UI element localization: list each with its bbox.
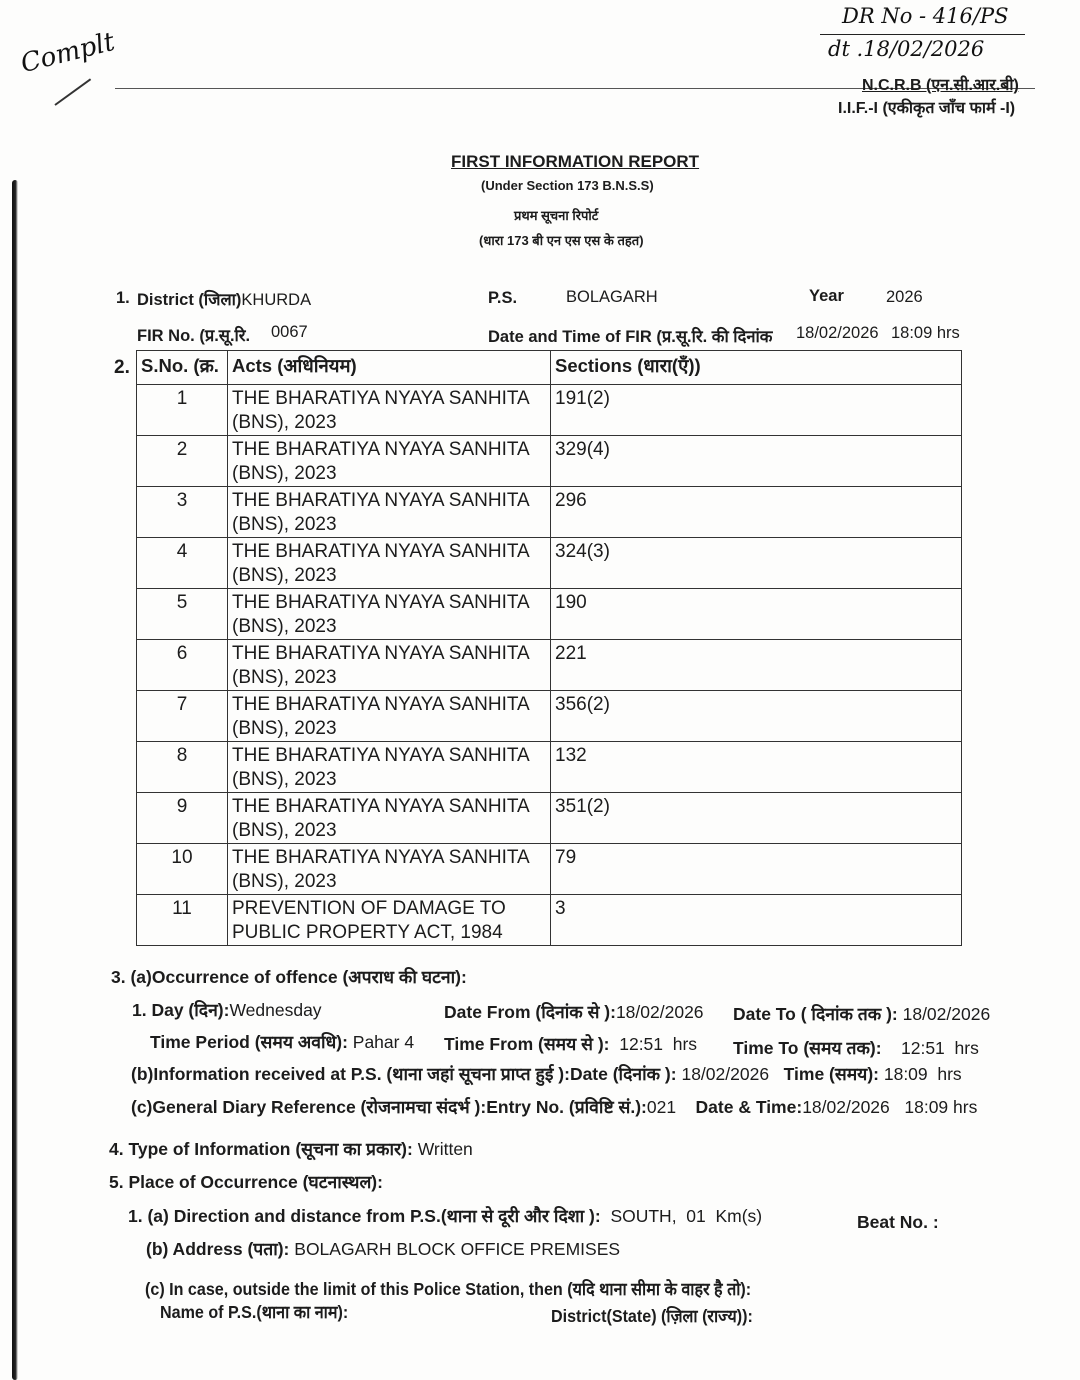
info-received-label: (b)Information received at P.S. (थाना जहां सूचना प्राप्त हुई ): bbox=[131, 1064, 570, 1084]
day-label: 1. Day (दिन): bbox=[132, 1000, 230, 1020]
act-line-1: THE BHARATIYA NYAYA SANHITA bbox=[232, 541, 530, 562]
dr-divider bbox=[820, 34, 1025, 35]
table-row bbox=[137, 640, 962, 691]
time-to-field bbox=[733, 1036, 979, 1060]
info-date-value: 18/02/2026 bbox=[681, 1064, 770, 1084]
table-row bbox=[137, 691, 962, 742]
page-title: FIRST INFORMATION REPORT bbox=[451, 152, 700, 171]
info-received-field bbox=[131, 1062, 962, 1086]
act-cell bbox=[228, 487, 551, 538]
act-cell bbox=[228, 640, 551, 691]
gd-entry-label: Entry No. (प्रविष्टि सं.): bbox=[486, 1097, 647, 1117]
section-5-heading: 5. Place of Occurrence (घटनास्थल): bbox=[109, 1172, 383, 1192]
table-header-row bbox=[137, 351, 962, 385]
year-label: Year bbox=[809, 287, 844, 305]
margin-note: Complt bbox=[17, 26, 118, 80]
gd-time-value: 18:09 hrs bbox=[904, 1097, 978, 1117]
acts-sections-table bbox=[136, 350, 962, 946]
fir-datetime-label: Date and Time of FIR (प्र.सू.रि. की दिनांक bbox=[488, 328, 773, 346]
time-to-label: Time To (समय तक): bbox=[733, 1038, 882, 1058]
sno-cell: 5 bbox=[137, 589, 228, 640]
table-row bbox=[137, 742, 962, 793]
tick-mark bbox=[54, 78, 91, 105]
address-label: (b) Address (पता): bbox=[146, 1239, 290, 1259]
dr-date: dt .18/02/2026 bbox=[828, 37, 985, 61]
gd-label: (c)General Diary Reference (रोजनामचा संदर्भ ): bbox=[131, 1097, 487, 1117]
direction-value: SOUTH, 01 Km(s) bbox=[610, 1206, 763, 1226]
act-cell bbox=[228, 436, 551, 487]
section-cell: 190 bbox=[551, 589, 962, 640]
act-cell bbox=[228, 742, 551, 793]
date-to-field bbox=[733, 1002, 990, 1026]
direction-label: 1. (a) Direction and distance from P.S.(थाना से दूरी और दिशा ): bbox=[128, 1206, 601, 1226]
act-line-1: THE BHARATIYA NYAYA SANHITA bbox=[232, 490, 530, 511]
ps-value: BOLAGARH bbox=[566, 288, 658, 306]
general-diary-field bbox=[131, 1095, 977, 1119]
date-from-value: 18/02/2026 bbox=[615, 1002, 704, 1022]
info-type-value: Written bbox=[417, 1139, 473, 1159]
act-line-2: (BNS), 2023 bbox=[232, 412, 337, 433]
act-line-2: (BNS), 2023 bbox=[232, 769, 337, 790]
sno-cell: 2 bbox=[137, 436, 228, 487]
act-cell bbox=[228, 895, 551, 946]
sno-cell: 1 bbox=[137, 385, 228, 436]
act-line-1: THE BHARATIYA NYAYA SANHITA bbox=[232, 796, 530, 817]
act-line-1: THE BHARATIYA NYAYA SANHITA bbox=[232, 388, 530, 409]
column-header-sno: S.No. (क्र. bbox=[137, 351, 228, 385]
section-cell: 132 bbox=[551, 742, 962, 793]
act-line-1: THE BHARATIYA NYAYA SANHITA bbox=[232, 847, 530, 868]
act-line-1: THE BHARATIYA NYAYA SANHITA bbox=[232, 745, 530, 766]
info-time-label: Time (समय): bbox=[783, 1064, 879, 1084]
direction-field bbox=[128, 1204, 762, 1228]
page-title-hindi: प्रथम सूचना रिपोर्ट bbox=[514, 208, 599, 223]
act-line-2: (BNS), 2023 bbox=[232, 565, 337, 586]
time-from-value: 12:51 hrs bbox=[619, 1034, 698, 1054]
act-cell bbox=[228, 691, 551, 742]
sno-cell: 8 bbox=[137, 742, 228, 793]
act-line-2: (BNS), 2023 bbox=[232, 718, 337, 739]
ncrb-label: N.C.R.B (एन.सी.आर.बी) bbox=[862, 77, 1019, 94]
table-row bbox=[137, 844, 962, 895]
sno-cell: 9 bbox=[137, 793, 228, 844]
sno-cell: 7 bbox=[137, 691, 228, 742]
section-cell: 329(4) bbox=[551, 436, 962, 487]
info-date-label: Date (दिनांक ): bbox=[569, 1064, 677, 1084]
act-line-1: THE BHARATIYA NYAYA SANHITA bbox=[232, 643, 530, 664]
section-cell: 296 bbox=[551, 487, 962, 538]
day-field bbox=[132, 998, 322, 1022]
scan-edge-shadow bbox=[12, 180, 18, 1380]
fir-no-label: FIR No. (प्र.सू.रि. bbox=[137, 327, 251, 345]
column-header-sections: Sections (धारा(एँ)) bbox=[551, 351, 962, 385]
dr-number: DR No - 416/PS bbox=[842, 4, 1009, 28]
time-period-label: Time Period (समय अवधि): bbox=[150, 1032, 348, 1052]
day-value: Wednesday bbox=[229, 1000, 322, 1020]
address-value: BOLAGARH BLOCK OFFICE PREMISES bbox=[294, 1239, 621, 1259]
section-cell: 324(3) bbox=[551, 538, 962, 589]
column-header-acts: Acts (अधिनियम) bbox=[228, 351, 551, 385]
act-line-2: (BNS), 2023 bbox=[232, 667, 337, 688]
district-value: KHURDA bbox=[241, 291, 312, 309]
time-from-label: Time From (समय से ): bbox=[444, 1034, 610, 1054]
fir-date: 18/02/2026 bbox=[796, 324, 879, 342]
district-field bbox=[137, 287, 311, 310]
beat-no-label: Beat No. : bbox=[857, 1212, 939, 1232]
district-label: District (जिला) bbox=[137, 291, 242, 309]
section-cell: 3 bbox=[551, 895, 962, 946]
info-type-field bbox=[109, 1137, 473, 1161]
sno-cell: 10 bbox=[137, 844, 228, 895]
act-cell bbox=[228, 793, 551, 844]
info-time-value: 18:09 hrs bbox=[883, 1064, 962, 1084]
time-from-field bbox=[444, 1032, 697, 1056]
date-from-field bbox=[444, 1000, 704, 1024]
section-cell: 351(2) bbox=[551, 793, 962, 844]
act-line-2: (BNS), 2023 bbox=[232, 616, 337, 637]
table-row bbox=[137, 487, 962, 538]
act-line-1: THE BHARATIYA NYAYA SANHITA bbox=[232, 694, 530, 715]
act-line-2: (BNS), 2023 bbox=[232, 820, 337, 841]
section-cell: 221 bbox=[551, 640, 962, 691]
act-line-1: PREVENTION OF DAMAGE TO bbox=[232, 898, 506, 919]
time-to-value: 12:51 hrs bbox=[901, 1038, 979, 1058]
page-subtitle-hindi: (धारा 173 बी एन एस एस के तहत) bbox=[479, 233, 644, 248]
table-row bbox=[137, 385, 962, 436]
act-line-1: THE BHARATIYA NYAYA SANHITA bbox=[232, 592, 530, 613]
act-cell bbox=[228, 844, 551, 895]
act-cell bbox=[228, 538, 551, 589]
info-type-label: 4. Type of Information (सूचना का प्रकार): bbox=[109, 1139, 413, 1159]
ps-name-label: Name of P.S.(थाना का नाम): bbox=[160, 1302, 349, 1322]
time-period-value: Pahar 4 bbox=[352, 1032, 415, 1052]
act-line-2: (BNS), 2023 bbox=[232, 514, 337, 535]
year-value: 2026 bbox=[886, 288, 923, 306]
page-subtitle: (Under Section 173 B.N.S.S) bbox=[481, 178, 654, 193]
date-to-label: Date To ( दिनांक तक ): bbox=[733, 1004, 898, 1024]
address-field bbox=[146, 1237, 620, 1261]
act-line-2: PUBLIC PROPERTY ACT, 1984 bbox=[232, 922, 503, 943]
table-row bbox=[137, 895, 962, 946]
section-cell: 356(2) bbox=[551, 691, 962, 742]
district-state-label: District(State) (ज़िला (राज्य)): bbox=[551, 1306, 753, 1326]
section-2-number: 2. bbox=[114, 357, 130, 378]
section-cell: 191(2) bbox=[551, 385, 962, 436]
fir-no-value: 0067 bbox=[271, 323, 308, 341]
ps-label: P.S. bbox=[488, 289, 518, 307]
gd-datetime-label: Date & Time: bbox=[695, 1097, 803, 1117]
date-to-value: 18/02/2026 bbox=[902, 1004, 991, 1024]
act-cell bbox=[228, 589, 551, 640]
section-1-number: 1. bbox=[116, 289, 130, 307]
act-line-2: (BNS), 2023 bbox=[232, 871, 337, 892]
section-cell: 79 bbox=[551, 844, 962, 895]
act-cell bbox=[228, 385, 551, 436]
table-row bbox=[137, 436, 962, 487]
gd-entry-value: 021 bbox=[646, 1097, 677, 1117]
gd-date-value: 18/02/2026 bbox=[802, 1097, 890, 1117]
fir-time: 18:09 hrs bbox=[891, 324, 960, 342]
table-row bbox=[137, 589, 962, 640]
date-from-label: Date From (दिनांक से ): bbox=[444, 1002, 616, 1022]
table-row bbox=[137, 538, 962, 589]
sno-cell: 11 bbox=[137, 895, 228, 946]
sno-cell: 3 bbox=[137, 487, 228, 538]
table-row bbox=[137, 793, 962, 844]
act-line-1: THE BHARATIYA NYAYA SANHITA bbox=[232, 439, 530, 460]
iif-label: I.I.F.-I (एकीकृत जाँच फार्म -I) bbox=[838, 100, 1016, 117]
act-line-2: (BNS), 2023 bbox=[232, 463, 337, 484]
section-3-heading: 3. (a)Occurrence of offence (अपराध की घटना): bbox=[111, 967, 467, 987]
time-period-field bbox=[150, 1030, 414, 1054]
sno-cell: 6 bbox=[137, 640, 228, 691]
outside-limit-label: (c) In case, outside the limit of this Police Station, then (यदि थाना सीमा के वाहर है तो): bbox=[145, 1279, 752, 1299]
sno-cell: 4 bbox=[137, 538, 228, 589]
